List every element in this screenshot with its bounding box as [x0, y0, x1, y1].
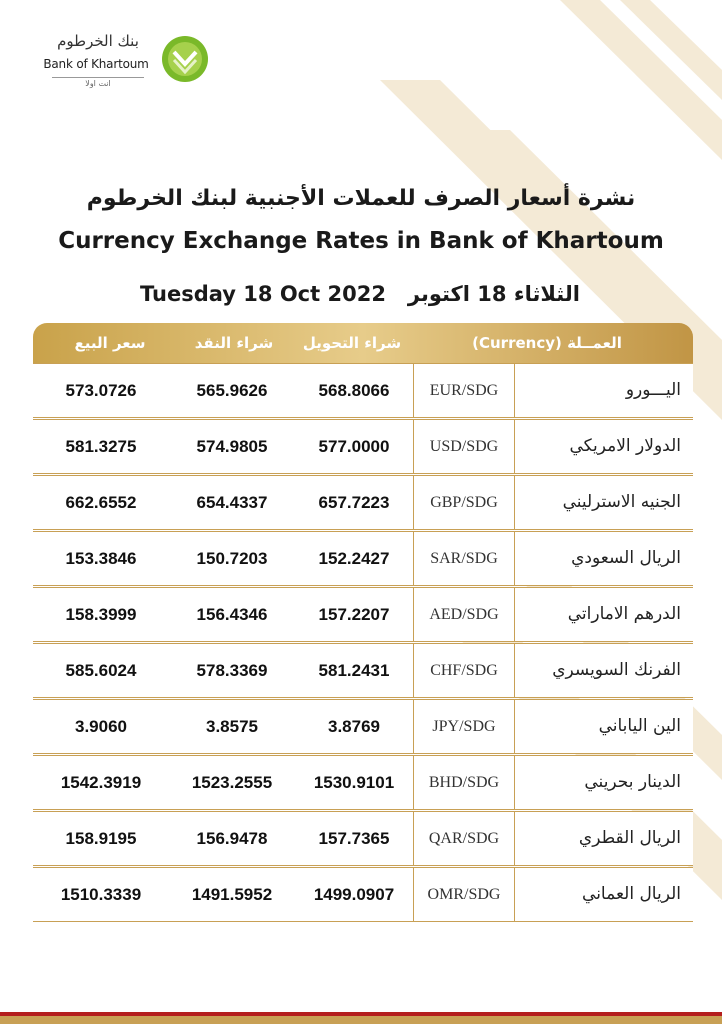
currency-name-cell: الجنيه الاسترليني — [562, 492, 681, 512]
cash-buy-cell: 3.8575 — [206, 717, 258, 736]
table-row — [33, 699, 693, 754]
cash-buy-cell: 156.4346 — [196, 605, 268, 624]
header-transfer-buy: شراء التحويل — [302, 334, 402, 352]
cash-buy-cell: 574.9805 — [196, 437, 268, 456]
header-sell: سعر البيع — [74, 334, 146, 352]
currency-pair-cell: OMR/SDG — [413, 868, 515, 921]
cash-buy-cell: 156.9478 — [196, 829, 268, 848]
cash-buy-cell: 654.4337 — [196, 493, 268, 512]
currency-pair-cell: USD/SDG — [413, 420, 515, 473]
transfer-buy-cell: 581.2431 — [318, 661, 390, 680]
currency-name-cell: الريال العماني — [582, 884, 681, 904]
sell-cell: 158.3999 — [65, 605, 137, 624]
currency-pair-cell: SAR/SDG — [413, 532, 515, 585]
currency-name-cell: الفرنك السويسري — [552, 660, 681, 680]
exchange-rates-table — [33, 323, 693, 918]
transfer-buy-cell: 1499.0907 — [313, 885, 395, 904]
sell-cell: 581.3275 — [65, 437, 137, 456]
currency-pair-cell: AED/SDG — [413, 588, 515, 641]
sell-cell: 585.6024 — [65, 661, 137, 680]
table-row — [33, 587, 693, 642]
sell-cell: 153.3846 — [65, 549, 137, 568]
bank-logo — [40, 30, 215, 100]
transfer-buy-cell: 657.7223 — [318, 493, 390, 512]
logo-emblem-icon — [160, 34, 210, 84]
header-cash-buy: شراء النقد — [194, 334, 274, 352]
sell-cell: 1510.3339 — [60, 885, 142, 904]
table-row — [33, 419, 693, 474]
currency-pair-cell: QAR/SDG — [413, 812, 515, 865]
footer-gold-bar — [0, 1016, 722, 1024]
table-row — [33, 867, 693, 922]
currency-name-cell: الريال القطري — [578, 828, 681, 848]
currency-pair-cell: CHF/SDG — [413, 644, 515, 697]
table-row — [33, 643, 693, 698]
currency-name-cell: الين الياباني — [598, 716, 681, 736]
transfer-buy-cell: 152.2427 — [318, 549, 390, 568]
transfer-buy-cell: 568.8066 — [318, 381, 390, 400]
table-row — [33, 531, 693, 586]
sell-cell: 573.0726 — [65, 381, 137, 400]
cash-buy-cell: 578.3369 — [196, 661, 268, 680]
currency-pair-cell: GBP/SDG — [413, 476, 515, 529]
date-arabic: الثلاثاء 18 اكتوبر — [407, 282, 580, 306]
currency-pair-cell: EUR/SDG — [413, 364, 515, 417]
sell-cell: 158.9195 — [65, 829, 137, 848]
table-row — [33, 755, 693, 810]
transfer-buy-cell: 3.8769 — [328, 717, 380, 736]
currency-name-cell: الدينار بحريني — [584, 772, 681, 792]
currency-pair-cell: JPY/SDG — [413, 700, 515, 753]
logo-arabic-name: بنك الخرطوم — [57, 32, 139, 50]
table-row — [33, 363, 693, 418]
header-currency: العمــلة (Currency) — [472, 334, 622, 352]
date-line — [120, 282, 600, 306]
sell-cell: 3.9060 — [75, 717, 127, 736]
transfer-buy-cell: 157.2207 — [318, 605, 390, 624]
cash-buy-cell: 1491.5952 — [191, 885, 273, 904]
currency-pair-cell: BHD/SDG — [413, 756, 515, 809]
cash-buy-cell: 1523.2555 — [191, 773, 273, 792]
transfer-buy-cell: 577.0000 — [318, 437, 390, 456]
currency-name-cell: الدرهم الاماراتي — [567, 604, 681, 624]
transfer-buy-cell: 157.7365 — [318, 829, 390, 848]
table-row — [33, 811, 693, 866]
currency-name-cell: اليـــورو — [625, 380, 681, 400]
logo-tagline: انت اولا — [52, 77, 144, 88]
currency-name-cell: الريال السعودي — [571, 548, 681, 568]
table-row — [33, 475, 693, 530]
transfer-buy-cell: 1530.9101 — [313, 773, 395, 792]
cash-buy-cell: 565.9626 — [196, 381, 268, 400]
date-english: Tuesday 18 Oct 2022 — [140, 282, 386, 306]
title-arabic: نشرة أسعار الصرف للعملات الأجنبية لبنك الخرطوم — [86, 186, 636, 211]
sell-cell: 662.6552 — [65, 493, 137, 512]
logo-english-name: Bank of Khartoum — [43, 57, 149, 71]
cash-buy-cell: 150.7203 — [196, 549, 268, 568]
title-english: Currency Exchange Rates in Bank of Khartoum — [58, 228, 664, 254]
currency-name-cell: الدولار الامريكي — [569, 436, 681, 456]
table-header — [33, 323, 693, 365]
sell-cell: 1542.3919 — [60, 773, 142, 792]
